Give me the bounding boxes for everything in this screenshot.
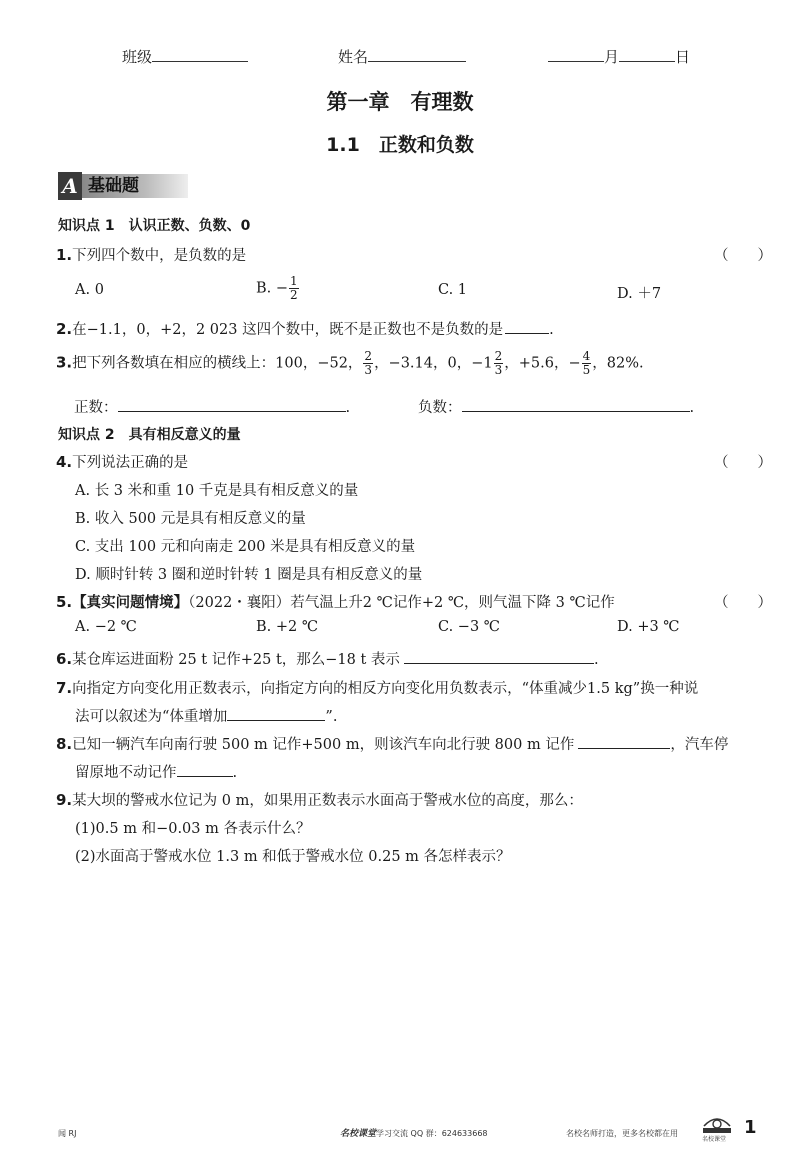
class-label: 班级 xyxy=(122,48,153,66)
q1-number: 1. xyxy=(56,246,73,264)
footer-left: 闻 RJ xyxy=(58,1129,77,1138)
q2-number: 2. xyxy=(56,320,73,338)
q2-end: . xyxy=(549,322,554,338)
class-blank xyxy=(152,47,248,62)
q3-number: 3. xyxy=(56,353,73,372)
q7-line-2-text: 法可以叙述为“体重增加 xyxy=(75,709,228,725)
q9-number: 9. xyxy=(56,791,73,809)
q3-f3-denominator: 5 xyxy=(582,363,591,377)
question-1 xyxy=(56,244,246,265)
q7-line-2-end: ”. xyxy=(325,709,338,725)
q8-number: 8. xyxy=(56,735,73,753)
month-label: 月 xyxy=(604,48,620,66)
q1-b-prefix: B. − xyxy=(256,280,289,297)
q3-positive-label: 正数： xyxy=(74,400,118,416)
q9-part-2: (2)水面高于警戒水位 1.3 m 和低于警戒水位 0.25 m 各怎样表示？ xyxy=(75,849,511,865)
q3-text-c: ，+5.6，− xyxy=(504,355,581,372)
q3-negative-line xyxy=(418,396,694,417)
question-2 xyxy=(56,318,554,339)
q5-text: （2022・襄阳）若气温上升2 ℃记作+2 ℃，则气温下降 3 ℃记作 xyxy=(188,595,615,611)
q4-number: 4. xyxy=(56,453,73,471)
q3-positive-dot: . xyxy=(345,400,351,416)
q6-blank xyxy=(404,649,594,664)
q1-answer-paren: （ ） xyxy=(714,248,772,264)
q5-option-b: B. +2 ℃ xyxy=(256,619,319,635)
q8-blank-1 xyxy=(578,734,670,749)
class-field xyxy=(122,46,248,67)
q7-number: 7. xyxy=(56,679,73,697)
q3-f3-numerator: 4 xyxy=(582,349,591,363)
section-badge xyxy=(58,172,188,200)
question-4 xyxy=(56,451,188,472)
q3-fraction-2 xyxy=(494,350,504,377)
q3-positive-line xyxy=(74,396,350,417)
q3-text-d: ，82%. xyxy=(592,355,644,372)
logo-text: 名校课堂 xyxy=(702,1136,727,1143)
q8-line-1: 已知一辆汽车向南行驶 500 m 记作+500 m，则该汽车向北行驶 800 m 记作 xyxy=(72,737,575,753)
q6-end: . xyxy=(593,652,599,668)
question-7 xyxy=(56,677,698,698)
q4-answer-paren: （ ） xyxy=(714,455,772,471)
knowledge-point-2: 知识点 2 具有相反意义的量 xyxy=(58,427,241,443)
q1-option-c: C. 1 xyxy=(438,282,468,298)
name-field xyxy=(338,46,466,67)
section-title: 1.1 正数和负数 xyxy=(326,134,474,156)
footer-center xyxy=(340,1126,488,1139)
q5-answer-paren: （ ） xyxy=(714,595,772,611)
question-8 xyxy=(56,733,728,754)
q3-f1-numerator: 2 xyxy=(364,349,373,363)
month-blank xyxy=(548,47,604,62)
q1-b-denominator: 2 xyxy=(290,288,298,302)
badge-letter: A xyxy=(58,172,82,200)
q5-option-d: D. +3 ℃ xyxy=(617,619,680,635)
name-label: 姓名 xyxy=(338,48,369,66)
q1-b-fraction xyxy=(289,275,299,302)
q4-option-c: C. 支出 100 元和向南走 200 米是具有相反意义的量 xyxy=(75,539,416,555)
q7-line-2 xyxy=(75,705,337,726)
q3-fraction-3 xyxy=(582,350,592,377)
q9-text: 某大坝的警戒水位记为 0 m，如果用正数表示水面高于警戒水位的高度，那么： xyxy=(72,793,583,809)
chapter-title: 第一章 有理数 xyxy=(326,90,474,114)
brand-logo xyxy=(700,1110,734,1143)
q8-line-2-text: 留原地不动记作 xyxy=(75,765,177,781)
q7-blank xyxy=(227,706,325,721)
badge-label: 基础题 xyxy=(88,176,139,196)
q1-text: 下列四个数中，是负数的是 xyxy=(72,248,247,264)
q1-option-a: A. 0 xyxy=(75,282,104,298)
q4-option-d: D. 顺时针转 3 圈和逆时针转 1 圈是具有相反意义的量 xyxy=(75,567,423,583)
q5-option-a: A. −2 ℃ xyxy=(75,619,137,635)
q3-negative-label: 负数： xyxy=(418,400,462,416)
q6-text: 某仓库运进面粉 25 t 记作+25 t，那么−18 t 表示 xyxy=(72,652,400,668)
q4-option-a: A. 长 3 米和重 10 千克是具有相反意义的量 xyxy=(75,483,359,499)
q9-part-1: (1)0.5 m 和−0.03 m 各表示什么？ xyxy=(75,821,311,837)
q1-option-b xyxy=(256,275,300,302)
q3-negative-dot: . xyxy=(689,400,695,416)
q3-negative-blank xyxy=(462,397,690,412)
q5-option-c: C. −3 ℃ xyxy=(438,619,501,635)
footer-right: 名校名师打造，更多名校都在用 xyxy=(566,1129,678,1138)
q3-text-a: 把下列各数填在相应的横线上：100，−52， xyxy=(72,355,363,372)
q1-b-numerator: 1 xyxy=(290,274,298,288)
q8-line-2 xyxy=(75,761,237,782)
knowledge-point-1: 知识点 1 认识正数、负数、0 xyxy=(58,218,251,234)
q3-f2-denominator: 3 xyxy=(494,363,503,377)
q6-number: 6. xyxy=(56,650,73,668)
day-blank xyxy=(619,47,675,62)
q7-line-1: 向指定方向变化用正数表示，向指定方向的相反方向变化用负数表示，“体重减少1.5 kg”换一种说 xyxy=(72,681,699,697)
page-number: 1 xyxy=(744,1117,757,1138)
q8-line-1-end: ，汽车停 xyxy=(670,737,729,753)
question-9 xyxy=(56,789,583,810)
question-3 xyxy=(56,350,644,377)
day-label: 日 xyxy=(675,48,691,66)
q4-text: 下列说法正确的是 xyxy=(72,455,189,471)
q8-line-2-end: . xyxy=(232,765,238,781)
question-5 xyxy=(56,591,615,612)
q3-f1-denominator: 3 xyxy=(364,363,373,377)
q2-blank xyxy=(505,319,549,334)
footer-brand: 名校课堂 xyxy=(340,1129,377,1139)
q3-positive-blank xyxy=(118,397,346,412)
name-blank xyxy=(368,47,466,62)
q2-text: 在−1.1，0，+2，2 023 这四个数中，既不是正数也不是负数的是 xyxy=(72,322,504,338)
footer-qq: 学习交流 QQ 群：624633668 xyxy=(376,1129,488,1138)
q3-f2-numerator: 2 xyxy=(494,349,503,363)
q3-fraction-1 xyxy=(363,350,373,377)
question-6 xyxy=(56,648,599,669)
q8-blank-2 xyxy=(177,762,233,777)
date-field xyxy=(548,46,690,67)
q3-text-b: ，−3.14，0，−1 xyxy=(374,355,493,372)
q4-option-b: B. 收入 500 元是具有相反意义的量 xyxy=(75,511,306,527)
q1-option-d: D. ＋7 xyxy=(617,286,662,302)
q5-number: 5. xyxy=(56,593,73,611)
q5-tag: 【真实问题情境】 xyxy=(72,595,189,611)
